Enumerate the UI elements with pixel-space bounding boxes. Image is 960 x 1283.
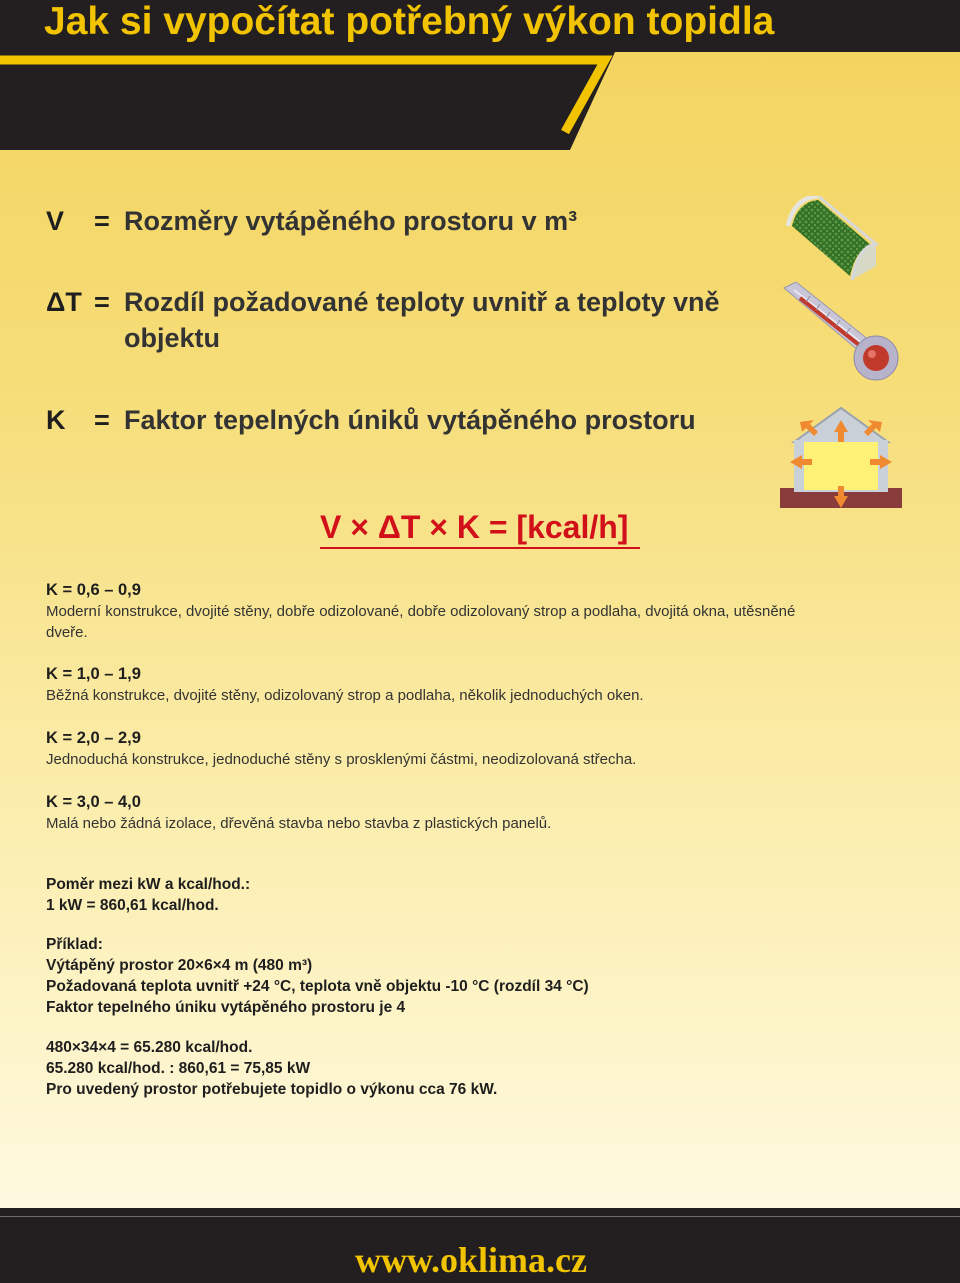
- k-factor-description: Jednoduchá konstrukce, jednoduché stěny s prosklenými částmi, neodizolovaná střecha.: [46, 751, 637, 768]
- example-label: Příklad:: [46, 936, 103, 953]
- definition-equals: =: [94, 206, 110, 236]
- k-factor-range: K = 1,0 – 1,9: [46, 665, 141, 683]
- example-calculation: [46, 1037, 497, 1100]
- website-link[interactable]: www.oklima.cz: [355, 1240, 587, 1280]
- definition-equals: =: [94, 405, 110, 435]
- definition-text: Rozměry vytápěného prostoru v m³: [124, 206, 578, 236]
- k-factor-range: K = 0,6 – 0,9: [46, 581, 141, 599]
- k-factor-range: K = 2,0 – 2,9: [46, 729, 141, 747]
- ratio-label: Poměr mezi kW a kcal/hod.:: [46, 876, 251, 893]
- k-factor-block: [46, 792, 806, 834]
- calculation-line: 65.280 kcal/hod. : 860,61 = 75,85 kW: [46, 1060, 311, 1077]
- ratio-value: 1 kW = 860,61 kcal/hod.: [46, 897, 219, 914]
- k-factor-block: [46, 728, 806, 770]
- greenhouse-icon: [780, 196, 880, 284]
- formula: V × ΔT × K = [kcal/h]: [320, 509, 629, 545]
- example-line: Výtápěný prostor 20×6×4 m (480 m³): [46, 957, 313, 974]
- k-factor-description: Moderní konstrukce, dvojité stěny, dobře odizolované, dobře odizolovaný strop a podlaha, dvojitá okna, utěsněné dveře.: [46, 603, 796, 641]
- page-title: Jak si vypočítat potřebný výkon topidla: [44, 0, 775, 43]
- k-factor-block: [46, 664, 806, 706]
- example-line: Požadovaná teplota uvnitř +24 °C, teplota vně objektu -10 °C (rozdíl 34 °C): [46, 978, 589, 995]
- definition-text: Rozdíl požadované teploty uvnitř a teploty vně objektu: [124, 287, 720, 353]
- k-factor-description: Běžná konstrukce, dvojité stěny, odizolovaný strop a podlaha, několik jednoduchých oken.: [46, 687, 644, 704]
- example-block: [46, 934, 589, 1018]
- definition-symbol: V: [46, 206, 65, 236]
- example-line: Faktor tepelného úniku vytápěného prostoru je 4: [46, 999, 406, 1016]
- thermometer-icon: [780, 282, 902, 388]
- ratio-block: [46, 874, 250, 916]
- k-factor-block: [46, 580, 806, 643]
- definition-symbol: K: [46, 405, 66, 435]
- definition-equals: =: [94, 287, 110, 317]
- formula-underline: [320, 547, 640, 549]
- definition-text: Faktor tepelných úniků vytápěného prostoru: [124, 405, 696, 435]
- k-factor-description: Malá nebo žádná izolace, dřevěná stavba nebo stavba z plastických panelů.: [46, 815, 552, 832]
- calculation-line: Pro uvedený prostor potřebujete topidlo o výkonu cca 76 kW.: [46, 1081, 498, 1098]
- calculation-line: 480×34×4 = 65.280 kcal/hod.: [46, 1039, 253, 1056]
- definition-symbol: ΔT: [46, 287, 82, 317]
- k-factor-range: K = 3,0 – 4,0: [46, 793, 141, 811]
- house-heat-loss-icon: [780, 404, 902, 510]
- header-bar: [0, 0, 960, 150]
